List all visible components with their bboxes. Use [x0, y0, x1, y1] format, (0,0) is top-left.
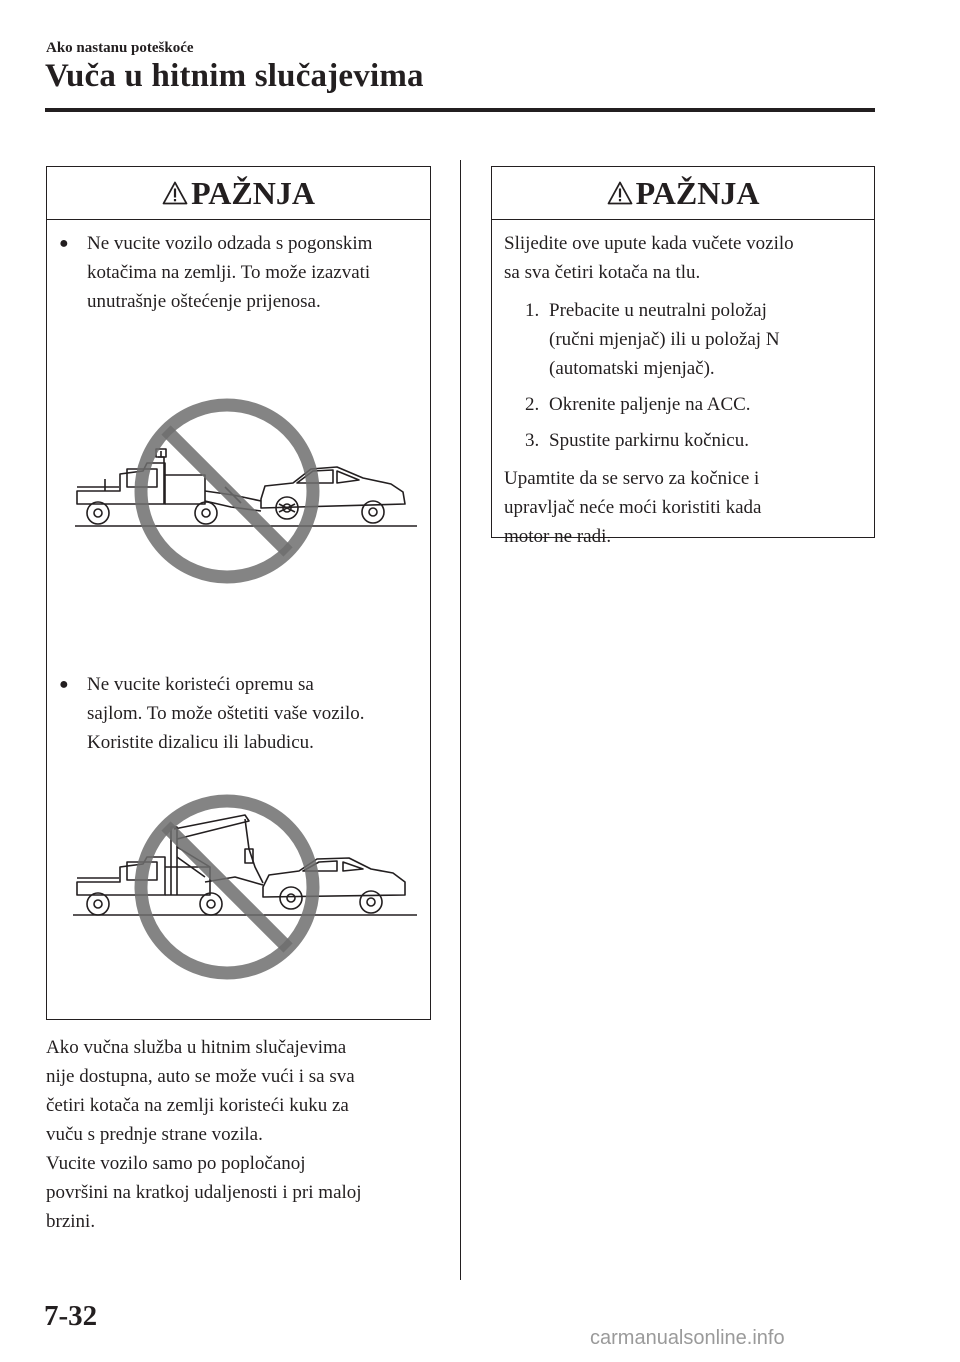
bullet-line: kotačima na zemlji. To može izazvati [87, 262, 371, 283]
body-line: četiri kotača na zemlji koristeći kuku za [46, 1095, 349, 1116]
caution-header [492, 167, 874, 220]
step-line: Prebacite u neutralni položaj [549, 300, 767, 321]
title-rule [45, 108, 875, 112]
step-line: (ručni mjenjač) ili u položaj N [549, 329, 780, 350]
bullet-line: Koristite dizalicu ili labudicu. [87, 732, 314, 753]
outro-line: motor ne radi. [504, 526, 612, 547]
caution-bullet [59, 670, 425, 757]
column-divider [460, 160, 461, 1280]
caution-bullet [59, 229, 425, 316]
list-item [504, 426, 866, 455]
intro-line: sa sva četiri kotača na tlu. [504, 262, 701, 283]
list-item [504, 296, 866, 383]
step-number: 3. [525, 430, 540, 451]
caution-box-left [46, 166, 431, 1020]
body-line: nije dostupna, auto se može vući i sa sva [46, 1066, 355, 1087]
page-title: Vuča u hitnim slučajevima [45, 58, 424, 94]
bullet-icon: ● [59, 676, 69, 693]
caution-heading: PAŽNJA [635, 175, 760, 211]
body-line: vuču s prednje strane vozila. [46, 1124, 263, 1145]
outro-line: upravljač neće moći koristiti kada [504, 497, 762, 518]
section-label: Ako nastanu poteškoće [46, 40, 194, 56]
page-number: 7-32 [44, 1300, 98, 1332]
body-line: brzini. [46, 1211, 96, 1232]
watermark: carmanualsonline.info [590, 1327, 785, 1349]
illustration-rear-wheel-tow [65, 391, 421, 591]
body-line: Ako vučna služba u hitnim slučajevima [46, 1037, 347, 1058]
caution-heading: PAŽNJA [191, 175, 315, 211]
warning-triangle-icon [607, 181, 633, 205]
outro-line: Upamtite da se servo za kočnice i [504, 468, 760, 489]
step-line: (automatski mjenjač). [549, 358, 715, 379]
body-paragraph [46, 1033, 431, 1236]
body-line: Vucite vozilo samo po popločanoj [46, 1153, 306, 1174]
bullet-line: Ne vucite vozilo odzada s pogonskim [87, 233, 373, 254]
bullet-line: unutrašnje oštećenje prijenosa. [87, 291, 321, 312]
step-line: Okrenite paljenje na ACC. [549, 394, 751, 415]
step-number: 2. [525, 394, 540, 415]
step-line: Spustite parkirnu kočnicu. [549, 430, 749, 451]
caution-body [504, 229, 866, 551]
bullet-line: Ne vucite koristeći opremu sa [87, 674, 314, 695]
step-number: 1. [525, 300, 540, 321]
intro-line: Slijedite ove upute kada vučete vozilo [504, 233, 794, 254]
bullet-line: sajlom. To može oštetiti vaše vozilo. [87, 703, 365, 724]
warning-triangle-icon [162, 181, 188, 205]
step-list [504, 296, 866, 455]
bullet-icon: ● [59, 235, 69, 252]
caution-header [47, 167, 430, 220]
body-line: površini na kratkoj udaljenosti i pri maloj [46, 1182, 362, 1203]
illustration-sling-tow [65, 787, 421, 997]
list-item [504, 390, 866, 419]
caution-box-right [491, 166, 875, 547]
prohibition-sign-icon [141, 405, 313, 577]
